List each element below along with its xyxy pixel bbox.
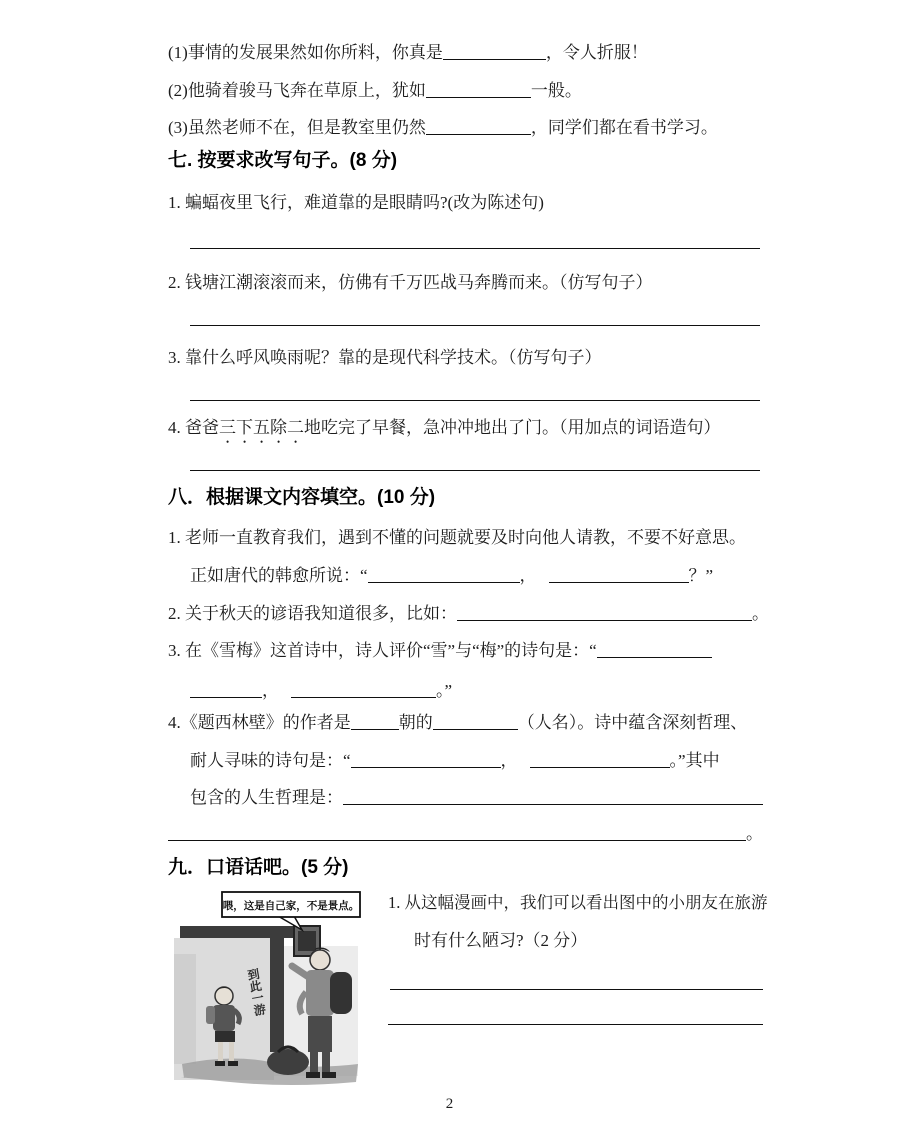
boy-shoe-right [228, 1061, 238, 1066]
section7-q3-answer-line [190, 400, 760, 401]
section8-q3-line1 [168, 640, 712, 662]
fill-item-2-post: 一般。 [530, 81, 582, 100]
section8-q1-line1: 1. 老师一直教育我们，遇到不懂的问题就要及时向他人请教，不要不好意思。 [168, 528, 746, 547]
section7-q4-pre: 4. 爸爸 [168, 418, 219, 437]
fill-item-3 [168, 117, 718, 139]
section8-q4-comma: ， [500, 751, 518, 770]
man-leg-right [322, 1052, 330, 1074]
boy-leg-right [229, 1042, 234, 1062]
section8-q4-philosophy-blank-2 [168, 826, 746, 841]
section9-title: 九．口语话吧。(5 分) [168, 857, 349, 878]
section8-q1-blank-1 [368, 568, 520, 583]
section8-q3-blank-1 [597, 643, 712, 658]
section7-q3: 3. 靠什么呼风唤雨呢？靠的是现代科学技术。（仿写句子） [168, 348, 602, 367]
section8-q4-line4-end: 。 [746, 824, 763, 843]
section7-q2-answer-line [190, 325, 760, 326]
fill-item-3-pre: (3)虽然老师不在，但是教室里仍然 [168, 118, 426, 137]
man-leg-left [310, 1052, 318, 1074]
section8-q4-dynasty-blank [351, 715, 399, 730]
fill-item-1-pre: (1)事情的发展果然如你所料，你真是 [168, 43, 443, 62]
duffel-bag [267, 1049, 309, 1075]
section7-q2: 2. 钱塘江潮滚滚而来，仿佛有千万匹战马奔腾而来。（仿写句子） [168, 273, 653, 292]
section7-title: 七. 按要求改写句子。(8 分) [168, 150, 398, 171]
comic-illustration [170, 886, 365, 1088]
man-shoe-left [306, 1072, 320, 1078]
section8-q4-line3-pre: 包含的人生哲理是： [190, 788, 343, 807]
section7-q4 [168, 417, 721, 447]
section7-q1-answer-line [190, 248, 760, 249]
section8-q1-blank-2 [549, 568, 689, 583]
section8-q4-line1-pre: 4.《题西林壁》的作者是 [168, 713, 351, 732]
speech-bubble-text: 喂，这是自己家，不是景点。 [222, 900, 360, 912]
man-shoe-right [322, 1072, 336, 1078]
graffiti-text: 到此一游 [245, 967, 268, 1017]
section8-q4-line2-pre: 耐人寻味的诗句是：“ [190, 751, 351, 770]
section8-q2-blank [457, 606, 752, 621]
section8-q4-line2-end: 。”其中 [669, 751, 720, 770]
fill-item-2-pre: (2)他骑着骏马飞奔在草原上，犹如 [168, 81, 426, 100]
section9-answer-line-1 [390, 989, 763, 990]
section8-q4-author-blank [433, 715, 518, 730]
section8-q1-line2-pre: 正如唐代的韩愈所说：“ [190, 566, 368, 585]
section7-q4-answer-line [190, 470, 760, 471]
wall-shading [174, 954, 196, 1064]
fill-item-1-post: ，令人折服！ [545, 43, 648, 62]
section8-q3-line2 [190, 680, 452, 702]
page-number: 2 [445, 1096, 454, 1112]
section8-q4-line1 [168, 712, 747, 734]
section8-q4-verse-blank-1 [351, 753, 501, 768]
man-head [310, 950, 330, 970]
picture-frame-inner [298, 931, 316, 951]
comic-drawing [170, 886, 365, 1088]
section9-q1-line2: 时有什么陋习?（2 分） [414, 931, 588, 950]
section7-q1: 1. 蝙蝠夜里飞行，难道靠的是眼睛吗?(改为陈述句) [168, 193, 544, 212]
boy-shirt [213, 1005, 235, 1031]
section7-q4-emphasized-words: 三下五除二 [219, 418, 304, 437]
section8-q1-line2 [190, 565, 713, 587]
section9-q1-line1: 1. 从这幅漫画中，我们可以看出图中的小朋友在旅游 [388, 893, 768, 912]
section8-q4-line3 [190, 787, 763, 809]
section8-title: 八．根据课文内容填空。(10 分) [168, 487, 436, 508]
section8-q1-comma: ， [519, 566, 537, 585]
boy-shoe-left [215, 1061, 225, 1066]
section8-q4-philosophy-blank-1 [343, 790, 763, 805]
section8-q4-verse-blank-2 [530, 753, 670, 768]
section9-answer-line-2 [388, 1024, 763, 1025]
boy-leg-left [218, 1042, 223, 1062]
boy-backpack [206, 1006, 215, 1024]
section8-q3-blank-1-cont [190, 683, 262, 698]
section8-q3-comma: ， [262, 681, 279, 700]
man-backpack [330, 972, 352, 1014]
section8-q4-line1-mid2: （人名）。诗中蕴含深刻哲理、 [517, 713, 748, 732]
section8-q3-line1-pre: 3. 在《雪梅》这首诗中，诗人评价“雪”与“梅”的诗句是：“ [168, 641, 597, 660]
section8-q4-line2 [190, 750, 720, 772]
section7-q4-post: 地吃完了早餐，急冲冲地出了门。（用加点的词语造句） [304, 418, 721, 437]
fill-item-1 [168, 42, 648, 64]
fill-item-2-blank [426, 83, 531, 98]
section8-q3-line2-end: 。” [436, 681, 453, 700]
fill-item-3-post: ，同学们都在看书学习。 [530, 118, 718, 137]
section8-q2 [168, 603, 769, 625]
section8-q1-line2-end: ？” [688, 566, 714, 585]
man-pants [308, 1016, 332, 1052]
fill-item-2 [168, 80, 582, 102]
section8-q4-line4 [168, 823, 763, 845]
section8-q4-line1-mid1: 朝的 [398, 713, 433, 732]
section8-q2-end: 。 [752, 604, 769, 623]
section8-q2-pre: 2. 关于秋天的谚语我知道很多，比如： [168, 604, 457, 623]
boy-shorts [215, 1031, 235, 1042]
fill-item-1-blank [443, 45, 546, 60]
section8-q3-blank-2 [291, 683, 436, 698]
fill-item-3-blank [426, 120, 531, 135]
